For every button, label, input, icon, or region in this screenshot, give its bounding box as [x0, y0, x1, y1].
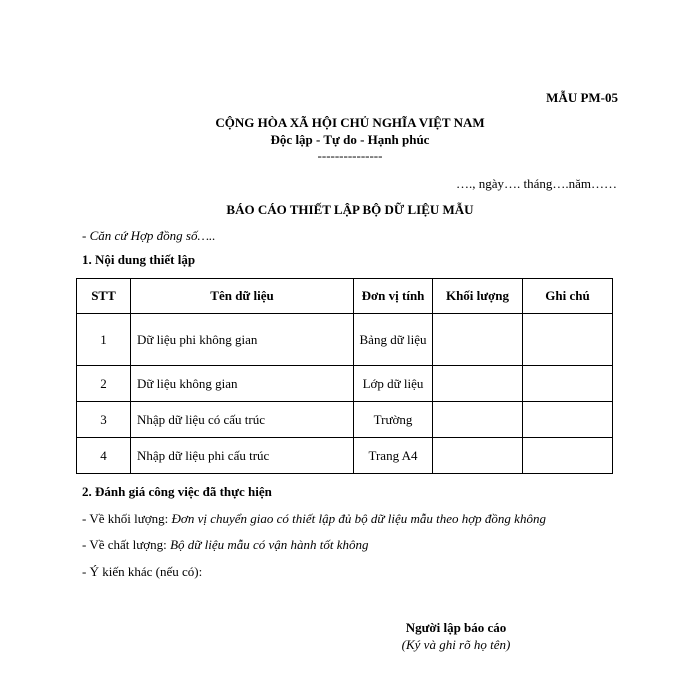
signer-note: (Ký và ghi rõ họ tên)	[401, 637, 511, 652]
section2-title: 2. Đánh giá công việc đã thực hiện	[82, 484, 272, 499]
cell-stt: 1	[77, 314, 131, 366]
eval-quality-text: Bộ dữ liệu mẫu có vận hành tốt không	[170, 537, 369, 552]
contract-line: - Căn cứ Hợp đồng số…..	[82, 228, 216, 243]
cell-name: Dữ liệu phi không gian	[131, 314, 354, 366]
header-volume: Khối lượng	[433, 279, 523, 314]
cell-unit: Trang A4	[354, 438, 433, 474]
header-note: Ghi chú	[523, 279, 613, 314]
table-row	[77, 438, 613, 474]
cell-unit: Lớp dữ liệu	[354, 366, 433, 402]
motto: Độc lập - Tự do - Hạnh phúc	[270, 132, 430, 147]
table-row	[77, 366, 613, 402]
table-row	[77, 314, 613, 366]
cell-stt: 2	[77, 366, 131, 402]
cell-name: Dữ liệu không gian	[131, 366, 354, 402]
cell-volume	[433, 314, 523, 366]
date-line: …., ngày…. tháng….năm……	[455, 176, 617, 191]
header-stt: STT	[77, 279, 131, 314]
cell-note	[523, 314, 613, 366]
eval-volume-line	[82, 511, 546, 527]
eval-other-line: - Ý kiến khác (nếu có):	[82, 564, 203, 579]
eval-quality-label: - Về chất lượng:	[82, 537, 171, 552]
national-title: CỘNG HÒA XÃ HỘI CHỦ NGHĨA VIỆT NAM	[215, 115, 485, 130]
cell-volume	[433, 402, 523, 438]
report-title: BÁO CÁO THIẾT LẬP BỘ DỮ LIỆU MẪU	[226, 202, 474, 217]
data-table	[76, 278, 613, 474]
cell-stt: 3	[77, 402, 131, 438]
eval-volume-label: - Về khối lượng:	[82, 511, 172, 526]
eval-quality-line	[82, 537, 369, 553]
cell-volume	[433, 438, 523, 474]
cell-note	[523, 366, 613, 402]
eval-volume-text: Đơn vị chuyển giao có thiết lập đủ bộ dữ liệu mẫu theo hợp đồng không	[171, 511, 546, 526]
header-name: Tên dữ liệu	[131, 279, 354, 314]
cell-volume	[433, 366, 523, 402]
table-header-row	[77, 279, 613, 314]
section1-title: 1. Nội dung thiết lập	[82, 252, 196, 267]
cell-note	[523, 438, 613, 474]
cell-note	[523, 402, 613, 438]
signer-title: Người lập báo cáo	[405, 620, 507, 635]
separator: ---------------	[317, 148, 383, 163]
form-code: MẪU PM-05	[546, 90, 618, 105]
cell-name: Nhập dữ liệu có cấu trúc	[131, 402, 354, 438]
header-unit: Đơn vị tính	[354, 279, 433, 314]
cell-name: Nhập dữ liệu phi cấu trúc	[131, 438, 354, 474]
table-row	[77, 402, 613, 438]
cell-unit: Trường	[354, 402, 433, 438]
cell-stt: 4	[77, 438, 131, 474]
cell-unit: Bảng dữ liệu	[354, 314, 433, 366]
